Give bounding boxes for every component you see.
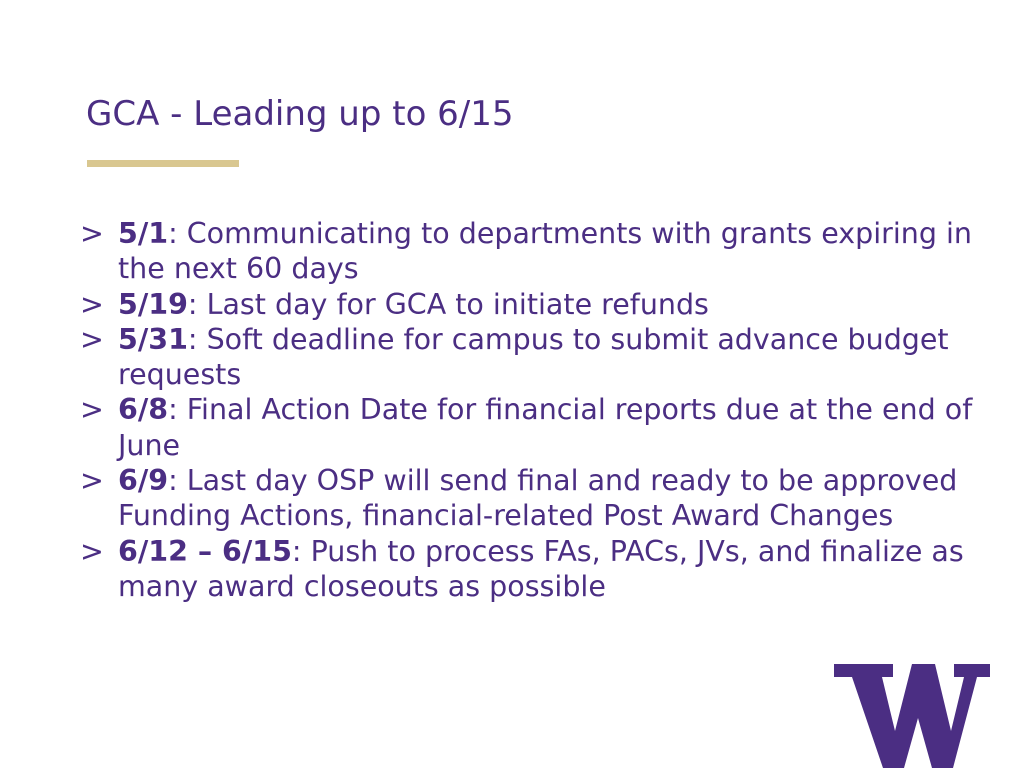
bullet-marker: > — [80, 217, 104, 250]
bullet-item-6-9 — [80, 463, 980, 534]
bullet-list — [80, 216, 980, 604]
bullet-date: 5/1 — [118, 217, 169, 250]
bullet-item-6-8 — [80, 392, 980, 463]
bullet-text: : Last day OSP will send final and ready to be approved Funding Actions, financial-related Post Award Changes — [118, 464, 958, 533]
bullet-item-6-12-6-15 — [80, 534, 980, 605]
bullet-date: 6/12 – 6/15 — [118, 534, 292, 568]
bullet-text: : Soft deadline for campus to submit advance budget requests — [118, 322, 949, 392]
bullet-date: 5/31 — [118, 322, 188, 356]
bullet-marker: > — [80, 322, 104, 356]
bullet-date: 6/8 — [118, 393, 169, 427]
bullet-text: : Communicating to departments with grants expiring in the next 60 days — [118, 217, 972, 286]
bullet-text: : Final Action Date for financial reports due at the end of June — [118, 393, 973, 462]
bullet-text: : Last day for GCA to initiate refunds — [187, 287, 709, 321]
title-underline — [87, 160, 239, 167]
slide-title: GCA - Leading up to 6/15 — [86, 94, 514, 134]
bullet-item-5-31 — [80, 322, 980, 393]
bullet-marker: > — [80, 393, 104, 427]
uw-w-logo-icon — [834, 664, 990, 768]
bullet-date: 6/9 — [118, 464, 169, 498]
bullet-date: 5/19 — [118, 287, 188, 321]
bullet-text: : Push to process FAs, PACs, JVs, and finalize as many award closeouts as possible — [118, 534, 964, 603]
bullet-marker: > — [80, 534, 104, 568]
bullet-marker: > — [80, 464, 104, 498]
bullet-item-5-19 — [80, 287, 980, 322]
bullet-marker: > — [80, 287, 104, 321]
bullet-item-5-1 — [80, 216, 980, 287]
